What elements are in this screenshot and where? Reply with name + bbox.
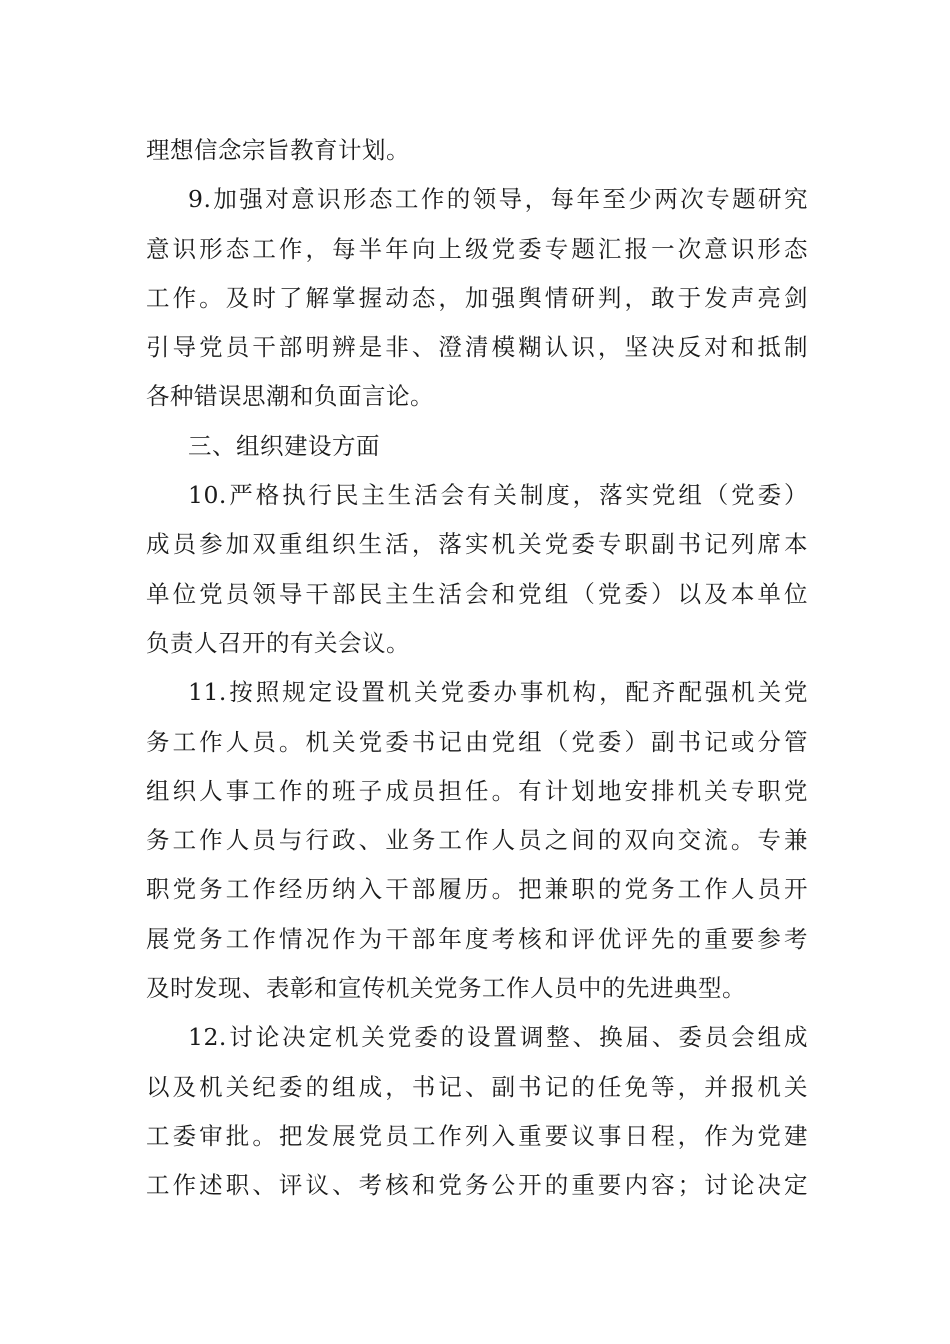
- paragraph-9-start: 9.加强对意识形态工作的领导，每年至少两次专题研究: [188, 185, 808, 214]
- text-line: 组织人事工作的班子成员担任。有计划地安排机关专职党: [146, 776, 808, 805]
- text-line: 单位党员领导干部民主生活会和党组（党委）以及本单位: [146, 579, 808, 608]
- text-line: 职党务工作经历纳入干部履历。把兼职的党务工作人员开: [146, 875, 808, 904]
- text-line: 意识形态工作，每半年向上级党委专题汇报一次意识形态: [146, 234, 808, 263]
- text-line: 工作述职、评议、考核和党务公开的重要内容；讨论决定: [146, 1171, 808, 1200]
- text-line: 负责人召开的有关会议。: [146, 628, 410, 657]
- paragraph-10-start: 10.严格执行民主生活会有关制度，落实党组（党委）: [188, 481, 808, 510]
- text-line: 成员参加双重组织生活，落实机关党委专职副书记列席本: [146, 530, 808, 559]
- text-line: 务工作人员与行政、业务工作人员之间的双向交流。专兼: [146, 826, 808, 855]
- section-heading: 三、组织建设方面: [188, 431, 380, 460]
- text-line: 理想信念宗旨教育计划。: [146, 136, 410, 164]
- paragraph-12-start: 12.讨论决定机关党委的设置调整、换届、委员会组成: [188, 1023, 808, 1052]
- text-line: 引导党员干部明辨是非、澄清模糊认识，坚决反对和抵制: [146, 333, 808, 362]
- text-line: 工委审批。把发展党员工作列入重要议事日程，作为党建: [146, 1121, 808, 1150]
- paragraph-11-start: 11.按照规定设置机关党委办事机构，配齐配强机关党: [188, 678, 808, 707]
- text-line: 务工作人员。机关党委书记由党组（党委）副书记或分管: [146, 727, 808, 756]
- text-line: 各种错误思潮和负面言论。: [146, 382, 434, 411]
- text-line: 展党务工作情况作为干部年度考核和评优评先的重要参考: [146, 924, 808, 953]
- document-body: [146, 126, 808, 1211]
- text-line: 工作。及时了解掌握动态，加强舆情研判，敢于发声亮剑: [146, 283, 808, 312]
- text-line: 及时发现、表彰和宣传机关党务工作人员中的先进典型。: [146, 974, 746, 1003]
- text-line: 以及机关纪委的组成，书记、副书记的任免等，并报机关: [146, 1072, 808, 1101]
